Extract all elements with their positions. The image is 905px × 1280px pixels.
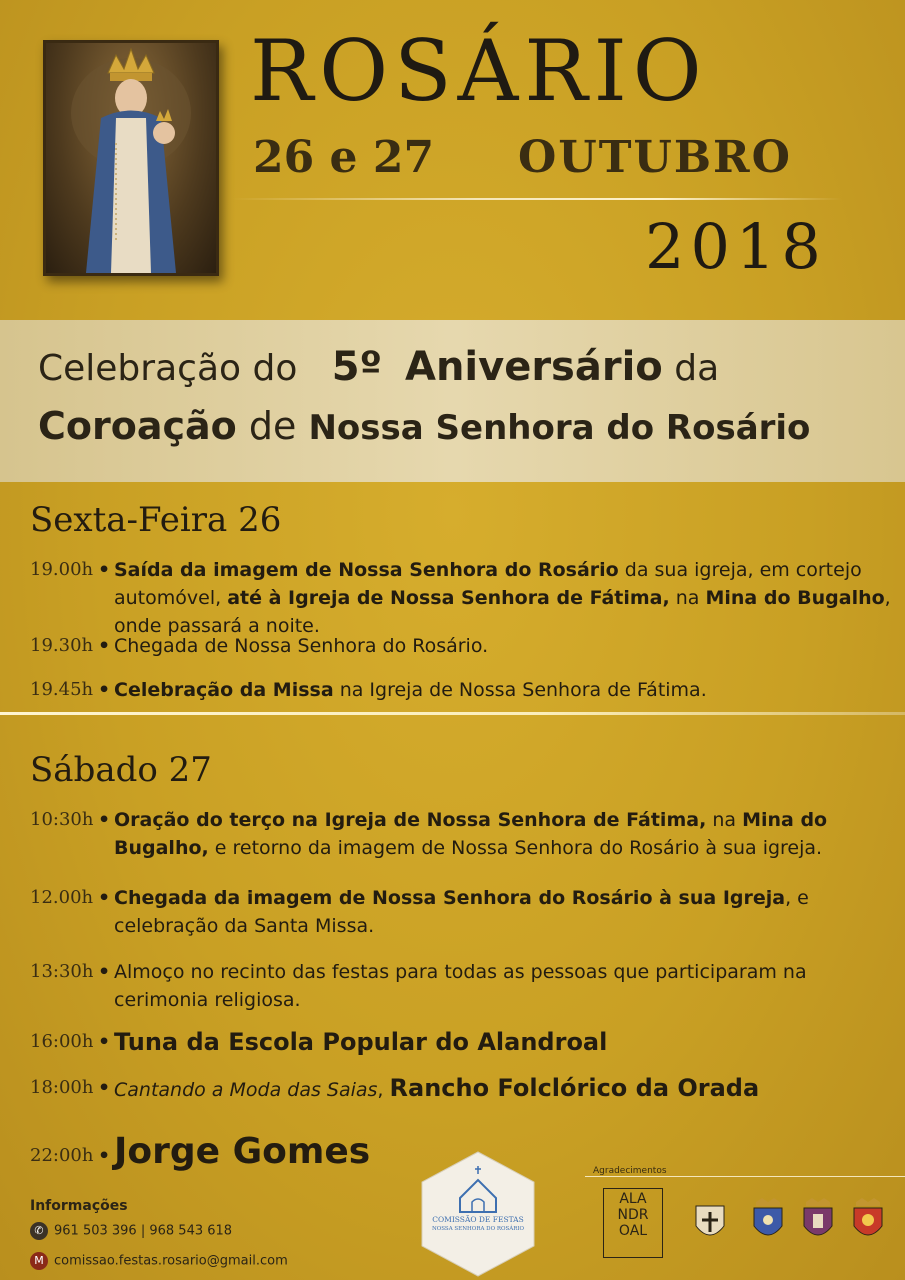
virgin-statue-photo bbox=[43, 40, 219, 276]
thanks-label: Agradecimentos bbox=[593, 1166, 667, 1176]
email-contact[interactable]: M comissao.festas.rosario@gmail.com bbox=[30, 1252, 288, 1270]
bullet: • bbox=[98, 635, 111, 657]
phone-icon: ✆ bbox=[30, 1222, 48, 1240]
coronation-word: Coroação bbox=[38, 404, 237, 448]
event-time: 16:00h bbox=[30, 1031, 94, 1052]
bullet: • bbox=[98, 559, 111, 581]
coat-of-arms-icon bbox=[690, 1198, 730, 1246]
event-description: Cantando a Moda das Saias, Rancho Folclórico da Orada bbox=[114, 1074, 760, 1102]
bullet: • bbox=[98, 887, 111, 909]
banner-text: da bbox=[674, 348, 720, 389]
alandroal-logo: ALA NDR OAL bbox=[603, 1188, 663, 1258]
anniversary-number: 5º bbox=[331, 344, 383, 390]
event-time: 22:00h bbox=[30, 1145, 94, 1166]
poster-title: ROSÁRIO bbox=[250, 22, 708, 120]
event-description: Chegada da imagem de Nossa Senhora do Rosário à sua Igreja, e celebração da Santa Missa. bbox=[114, 887, 809, 937]
coat-of-arms-icon bbox=[798, 1198, 838, 1246]
coat-of-arms-icon bbox=[848, 1198, 888, 1246]
event-month: OUTUBRO bbox=[518, 132, 792, 183]
event-time: 12.00h bbox=[30, 887, 94, 908]
logo-text-1: COMISSÃO DE FESTAS bbox=[432, 1215, 524, 1224]
bullet: • bbox=[98, 1077, 111, 1099]
our-lady-name: Nossa Senhora do Rosário bbox=[308, 408, 811, 448]
bullet: • bbox=[98, 1145, 111, 1167]
info-label: Informações bbox=[30, 1198, 128, 1214]
event-description: Celebração da Missa na Igreja de Nossa Senhora de Fátima. bbox=[114, 679, 707, 701]
event-description: Saída da imagem de Nossa Senhora do Rosário da sua igreja, em cortejo automóvel, até à Igreja de Nossa Senhora de Fátima, na Mina do Bugalho, onde passará a noite. bbox=[114, 559, 891, 637]
banner-text: Celebração do bbox=[38, 348, 298, 389]
coat-of-arms-icon bbox=[748, 1198, 788, 1246]
event-time: 13:30h bbox=[30, 961, 94, 982]
day-heading-saturday: Sábado 27 bbox=[30, 750, 212, 790]
banner-text: de bbox=[248, 404, 297, 448]
event-year: 2018 bbox=[645, 210, 827, 283]
bullet: • bbox=[98, 1031, 111, 1053]
phone-numbers: ✆ 961 503 396 | 968 543 618 bbox=[30, 1222, 232, 1240]
event-time: 18:00h bbox=[30, 1077, 94, 1098]
event-description: Almoço no recinto das festas para todas as pessoas que participaram na cerimonia religiosa. bbox=[114, 961, 807, 1011]
day-heading-friday: Sexta-Feira 26 bbox=[30, 500, 282, 540]
festival-committee-logo bbox=[420, 1150, 536, 1278]
event-dates: 26 e 27 bbox=[253, 132, 435, 183]
mail-icon: M bbox=[30, 1252, 48, 1270]
event-description: Oração do terço na Igreja de Nossa Senhora de Fátima, na Mina do Bugalho, e retorno da imagem de Nossa Senhora do Rosário à sua igreja. bbox=[114, 809, 828, 859]
bullet: • bbox=[98, 679, 111, 701]
section-divider bbox=[0, 712, 905, 715]
bullet: • bbox=[98, 961, 111, 983]
event-description: Jorge Gomes bbox=[114, 1131, 371, 1172]
logo-text-2: NOSSA SENHORA DO ROSÁRIO bbox=[431, 1226, 525, 1232]
bullet: • bbox=[98, 809, 111, 831]
event-description: Tuna da Escola Popular do Alandroal bbox=[114, 1028, 608, 1056]
event-time: 19.30h bbox=[30, 635, 94, 656]
event-time: 10:30h bbox=[30, 809, 94, 830]
event-time: 19.45h bbox=[30, 679, 94, 700]
event-time: 19.00h bbox=[30, 559, 94, 580]
header-divider bbox=[232, 198, 842, 200]
anniversary-word: Aniversário bbox=[404, 344, 663, 390]
thanks-divider bbox=[585, 1176, 905, 1177]
banner-line-1 bbox=[38, 344, 719, 390]
event-description: Chegada de Nossa Senhora do Rosário. bbox=[114, 635, 489, 657]
banner-line-2 bbox=[38, 404, 810, 448]
